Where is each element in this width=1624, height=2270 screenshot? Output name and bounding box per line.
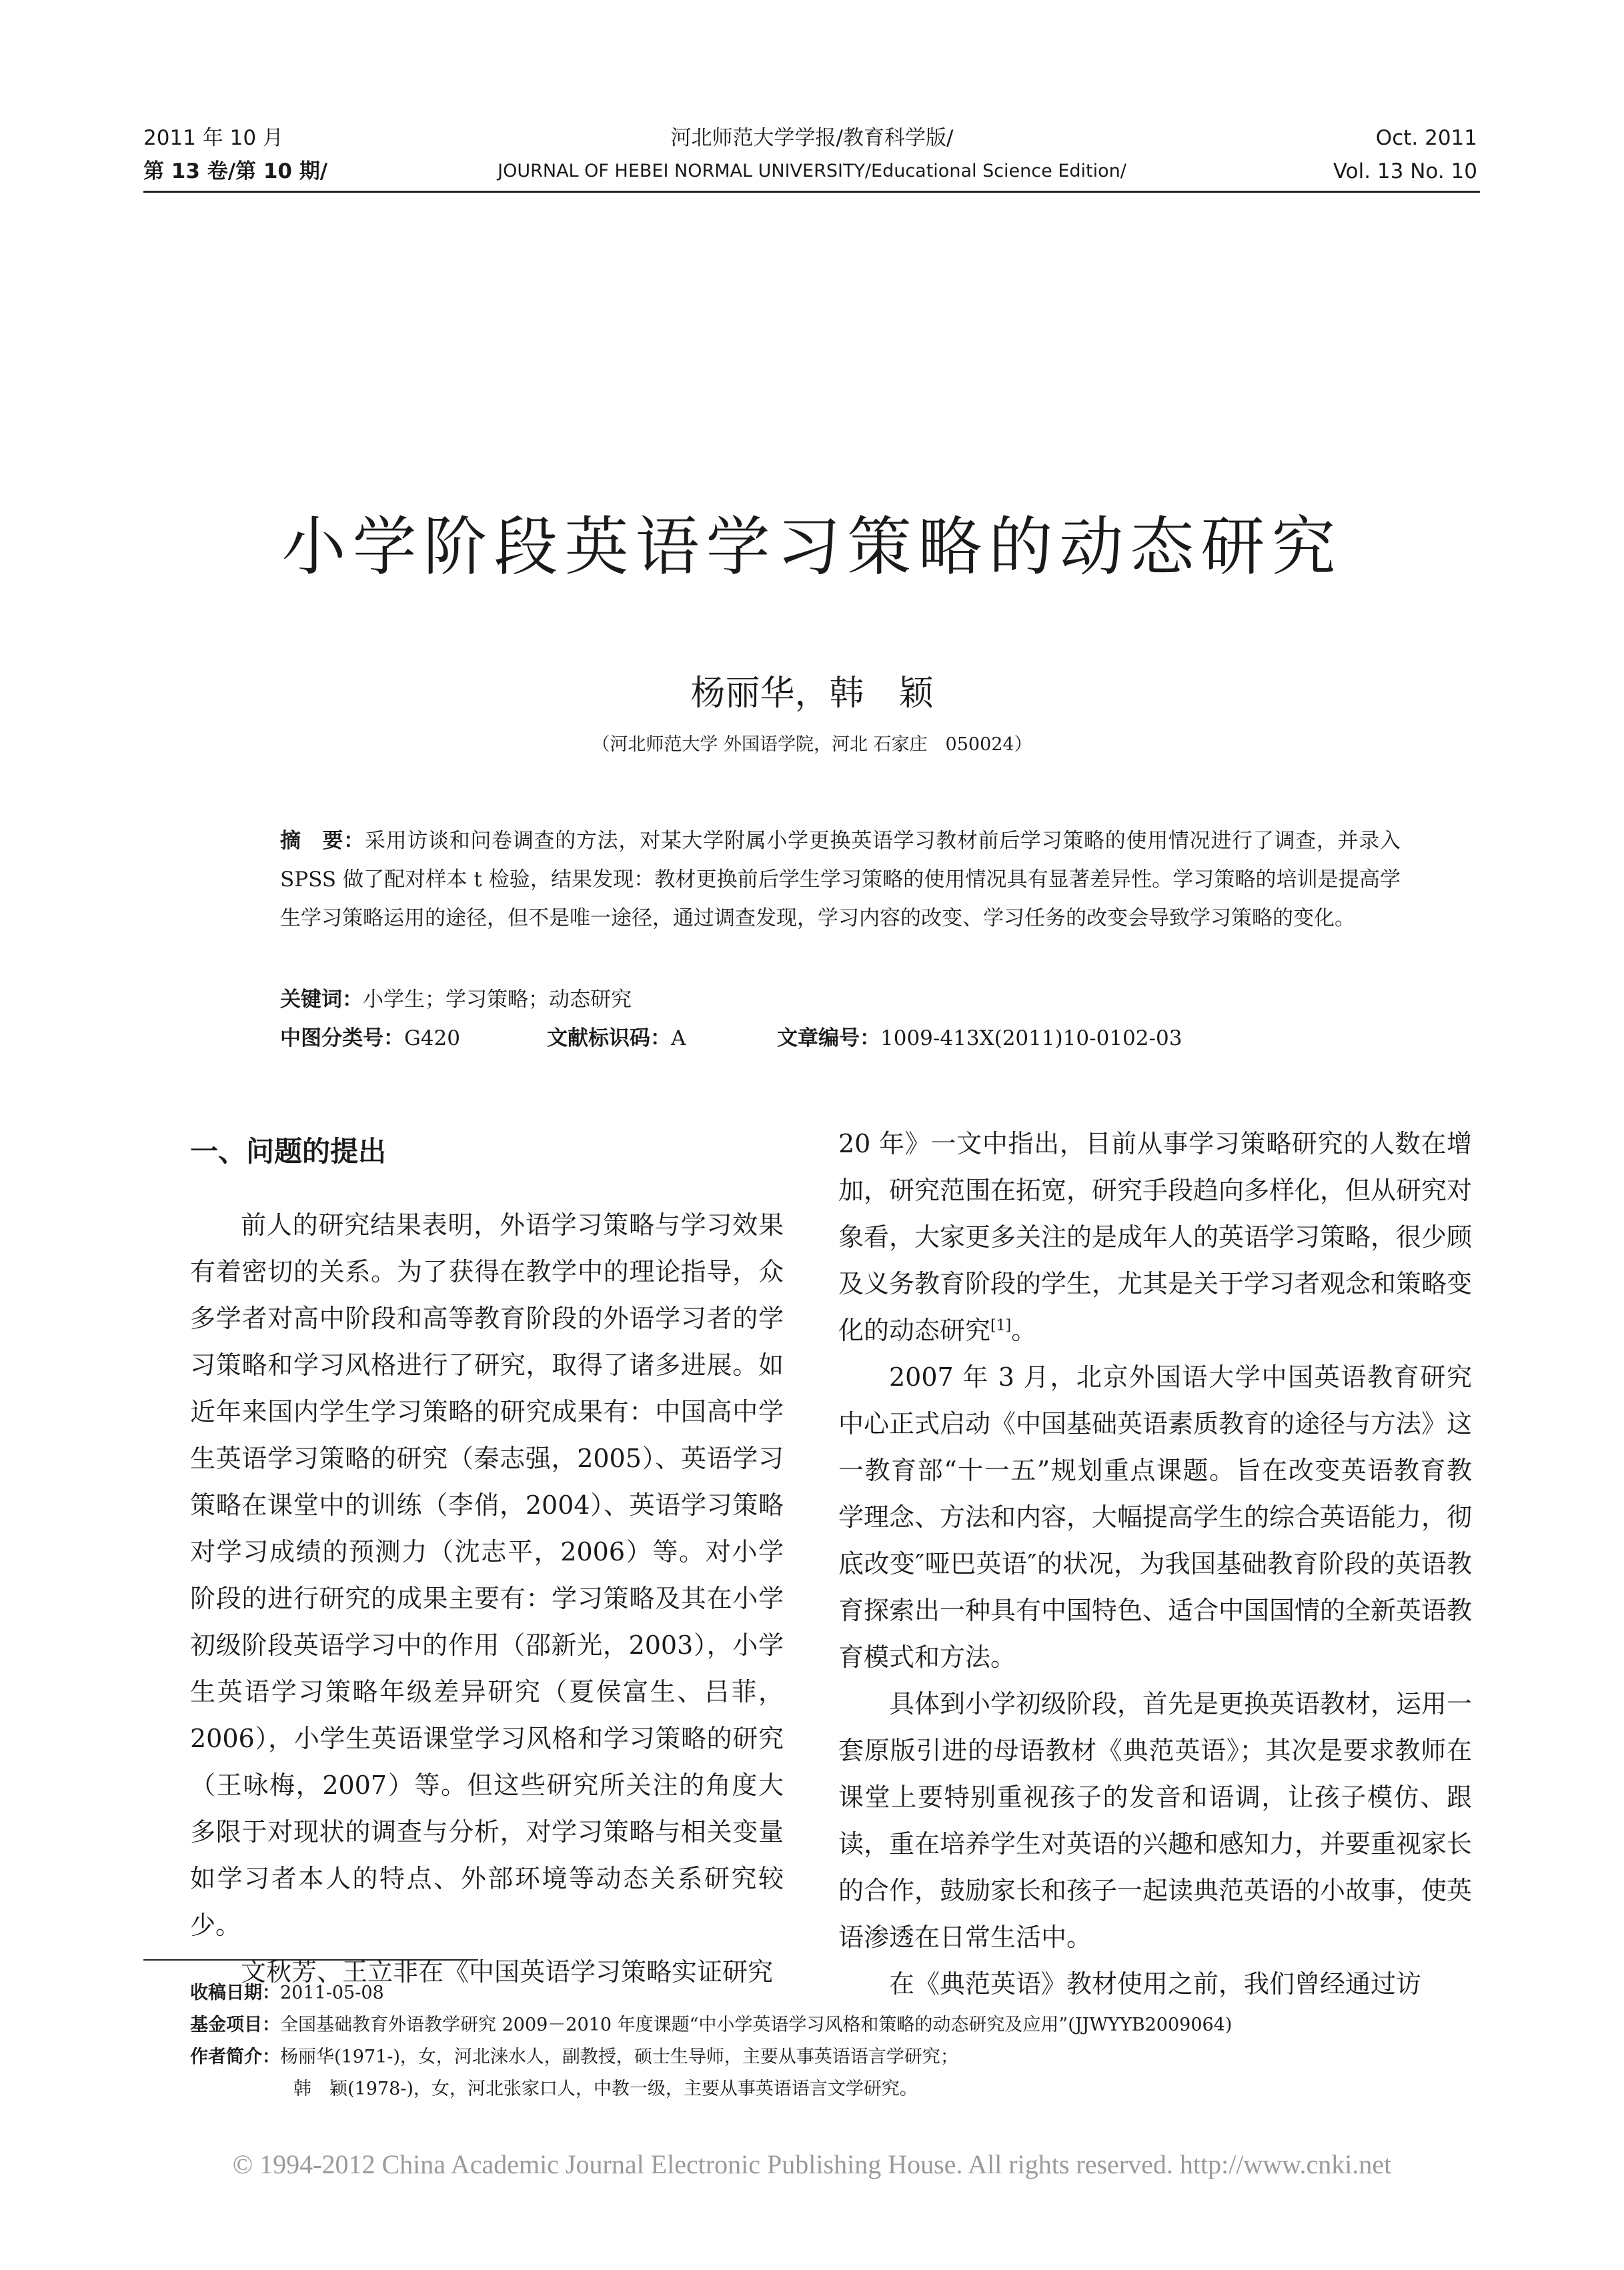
footnote-received — [190, 1977, 1232, 2009]
header-journal-cn: 河北师范大学学报/教育科学版/ — [670, 126, 954, 150]
keywords-text: 小学生；学习策略；动态研究 — [363, 988, 632, 1012]
received-value: 2011-05-08 — [280, 1983, 384, 2003]
header-right — [1333, 121, 1477, 188]
header-volume-en: Vol. 13 No. 10 — [1333, 159, 1477, 183]
footnotes — [190, 1977, 1232, 2105]
fund-label: 基金项目： — [190, 2015, 280, 2035]
header-date: 2011 年 10 月 — [143, 126, 283, 150]
section-heading: 一、问题的提出 — [190, 1135, 387, 1168]
abstract-label: 摘 要： — [280, 829, 365, 853]
body-paragraph: 在《典范英语》教材使用之前，我们曾经通过访 — [889, 1969, 1422, 1999]
footnote-author2: 韩 颖(1978-)，女，河北张家口人，中教一级，主要从事英语语言文学研究。 — [293, 2079, 918, 2099]
footnote-rule — [143, 1959, 478, 1961]
article-no-value: 1009-413X(2011)10-0102-03 — [880, 1026, 1182, 1050]
citation-ref: [1] — [990, 1317, 1012, 1334]
footnote-fund — [190, 2009, 1232, 2041]
article-authors: 杨丽华，韩 颖 — [690, 674, 934, 714]
doc-id-label: 文献标识码： — [547, 1026, 671, 1050]
keywords — [280, 980, 632, 1019]
body-paragraph: 2007 年 3 月，北京外国语大学中国英语教育研究中心正式启动《中国基础英语素质教育的途径与方法》这一教育部“十一五”规划重点课题。旨在改变英语教育教学理念、方法和内容，大幅提高学生的综合英语能力，彻底改变″哑巴英语″的状况，为我国基础教育阶段的英语教育探索出一种具有中国特色、适合中国国情的全新英语教育模式和方法。 — [838, 1362, 1473, 1672]
clc-label: 中图分类号： — [280, 1026, 404, 1050]
clc-value: G420 — [404, 1026, 460, 1050]
body-text-end: 。 — [1011, 1316, 1037, 1345]
body-paragraph: 具体到小学初级阶段，首先是更换英语教材，运用一套原版引进的母语教材《典范英语》；其次是要求教师在课堂上要特别重视孩子的发音和语调，让孩子模仿、跟读，重在培养学生对英语的兴趣和感知力，并要重视家长的合作，鼓励家长和孩子一起读典范英语的小故事，使英语渗透在日常生活中。 — [838, 1689, 1473, 1952]
footnote-author1 — [190, 2041, 1232, 2073]
article-title: 小学阶段英语学习策略的动态研究 — [281, 509, 1343, 584]
author-label: 作者简介： — [190, 2047, 280, 2067]
body-right-column — [838, 1120, 1472, 2007]
doc-id-value: A — [671, 1026, 686, 1050]
body-text: 20 年》一文中指出，目前从事学习策略研究的人数在增加，研究范围在拓宽，研究手段趋向多样化，但从研究对象看，大家更多关注的是成年人的英语学习策略，很少顾及义务教育阶段的学生，尤其是关于学习者观念和策略变化的动态研究 — [838, 1129, 1473, 1345]
body-paragraph: 前人的研究结果表明，外语学习策略与学习效果有着密切的关系。为了获得在教学中的理论指导，众多学者对高中阶段和高等教育阶段的外语学习者的学习策略和学习风格进行了研究，取得了诸多进展。如近年来国内学生学习策略的研究成果有：中国高中学生英语学习策略的研究（秦志强，2005）、英语学习策略在课堂中的训练（李俏，2004）、英语学习策略对学习成绩的预测力（沈志平，2006）等。对小学阶段的进行研究的成果主要有：学习策略及其在小学初级阶段英语学习中的作用（邵新光，2003），小学生英语学习策略年级差异研究（夏侯富生、吕菲，2006），小学生英语课堂学习风格和学习策略的研究（王咏梅，2007）等。但这些研究所关注的角度大多限于对现状的调查与分析，对学习策略与相关变量如学习者本人的特点、外部环境等动态关系研究较少。 — [190, 1210, 784, 1940]
classification — [280, 1019, 1182, 1058]
header-rule — [143, 191, 1480, 193]
keywords-label: 关键词： — [280, 988, 363, 1012]
header-volume-issue: 第 13 卷/第 10 期/ — [143, 159, 328, 183]
author1-value: 杨丽华(1971-)，女，河北涞水人，副教授，硕士生导师，主要从事英语语言学研究； — [280, 2047, 958, 2067]
body-paragraph: 文秋芳、王立非在《中国英语学习策略实证研究 — [241, 1957, 774, 1987]
abstract-text: 采用访谈和问卷调查的方法，对某大学附属小学更换英语学习教材前后学习策略的使用情况进行了调查，并录入 SPSS 做了配对样本 t 检验，结果发现：教材更换前后学生学习策略的使用情况具有显著差异性。学习策略的培训是提高学生学习策略运用的途径，但不是唯一途径，通过调查发现，学习内容的改变、学习任务的改变会导致学习策略的变化。 — [280, 829, 1401, 930]
body-paragraph-continued — [838, 1120, 1472, 1354]
copyright-watermark: © 1994-2012 China Academic Journal Electronic Publishing House. All rights reserved. http://www.cnki.net — [232, 2149, 1392, 2179]
received-label: 收稿日期： — [190, 1983, 280, 2003]
fund-value: 全国基础教育外语教学研究 2009－2010 年度课题“中小学英语学习风格和策略的动态研究及应用”(JJWYYB2009064) — [280, 2015, 1233, 2035]
article-affiliation: （河北师范大学 外国语学院，河北 石家庄 050024） — [592, 734, 1032, 755]
header-date-en: Oct. 2011 — [1375, 126, 1477, 150]
body-left-column — [190, 1120, 784, 1995]
abstract — [280, 822, 1401, 938]
article-no-label: 文章编号： — [777, 1026, 880, 1050]
header-journal-en: JOURNAL OF HEBEI NORMAL UNIVERSITY/Educational Science Edition/ — [498, 161, 1126, 181]
